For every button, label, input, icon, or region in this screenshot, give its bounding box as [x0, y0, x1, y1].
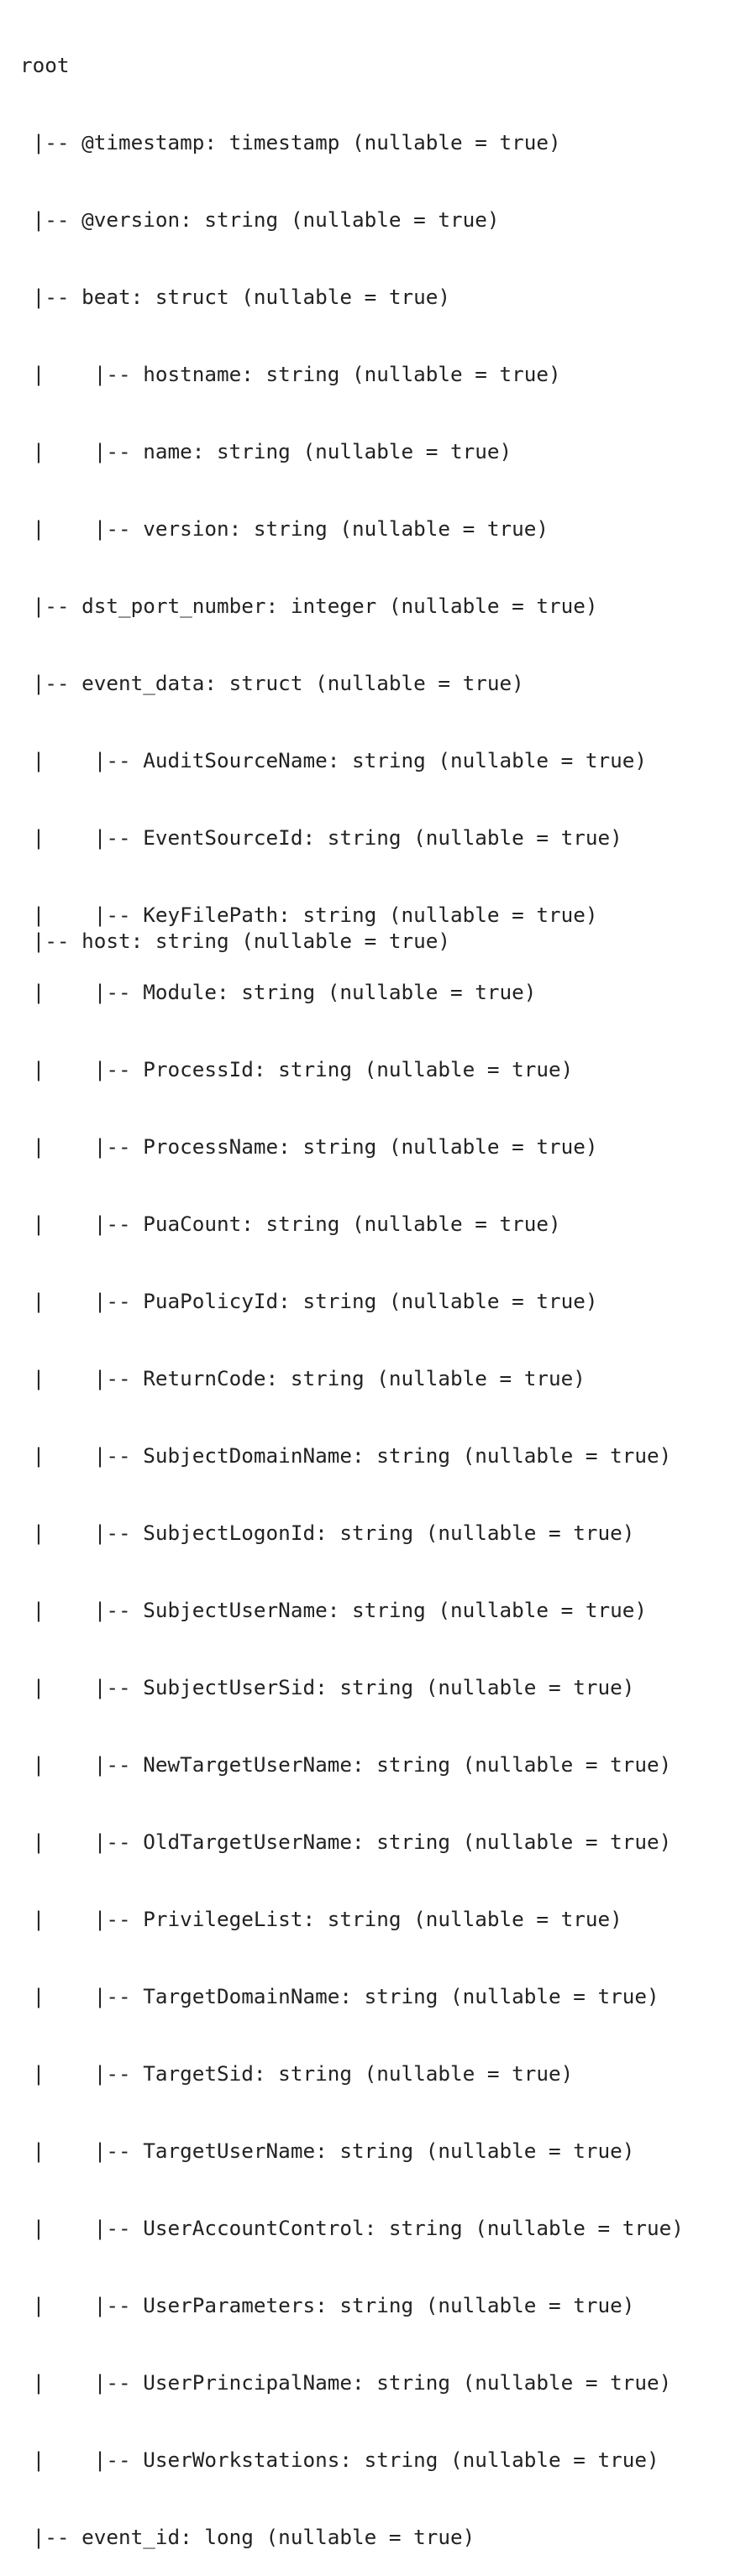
schema-field-old-target-user-name: | |-- OldTargetUserName: string (nullable = true)	[20, 1830, 672, 1854]
schema-field-subject-logon-id: | |-- SubjectLogonId: string (nullable = true)	[20, 1521, 635, 1545]
schema-field-subject-user-sid: | |-- SubjectUserSid: string (nullable = true)	[20, 1675, 635, 1699]
schema-partial-line	[0, 929, 751, 953]
schema-field-beat-hostname: | |-- hostname: string (nullable = true)	[20, 362, 561, 386]
schema-field-process-id: | |-- ProcessId: string (nullable = true)	[20, 1057, 574, 1081]
schema-field-process-name: | |-- ProcessName: string (nullable = true)	[20, 1134, 598, 1159]
schema-field-timestamp: |-- @timestamp: timestamp (nullable = true)	[20, 130, 561, 154]
schema-field-pua-count: | |-- PuaCount: string (nullable = true)	[20, 1212, 561, 1236]
schema-field-target-user-name: | |-- TargetUserName: string (nullable = true)	[20, 2139, 635, 2163]
schema-field-pua-policy-id: | |-- PuaPolicyId: string (nullable = true)	[20, 1289, 598, 1313]
schema-field-version: |-- @version: string (nullable = true)	[20, 207, 500, 232]
schema-field-target-domain-name: | |-- TargetDomainName: string (nullable = true)	[20, 1984, 659, 2008]
schema-field-beat-name: | |-- name: string (nullable = true)	[20, 439, 512, 463]
schema-field-user-account-control: | |-- UserAccountControl: string (nullable = true)	[20, 2216, 684, 2240]
schema-field-beat: |-- beat: struct (nullable = true)	[20, 285, 450, 309]
schema-field-new-target-user-name: | |-- NewTargetUserName: string (nullable = true)	[20, 1752, 672, 1777]
schema-field-event-source-id: | |-- EventSourceId: string (nullable = true)	[20, 825, 622, 850]
schema-field-privilege-list: | |-- PrivilegeList: string (nullable = true)	[20, 1907, 622, 1931]
schema-field-user-workstations: | |-- UserWorkstations: string (nullable = true)	[20, 2448, 659, 2472]
schema-field-key-file-path: | |-- KeyFilePath: string (nullable = true)	[20, 903, 598, 927]
schema-field-beat-version: | |-- version: string (nullable = true)	[20, 516, 549, 541]
schema-field-target-sid: | |-- TargetSid: string (nullable = true)	[20, 2061, 574, 2086]
schema-field-user-principal-name: | |-- UserPrincipalName: string (nullable = true)	[20, 2370, 672, 2395]
schema-field-audit-source-name: | |-- AuditSourceName: string (nullable = true)	[20, 748, 648, 772]
schema-field-user-parameters: | |-- UserParameters: string (nullable = true)	[20, 2293, 635, 2317]
schema-field-subject-domain-name: | |-- SubjectDomainName: string (nullable = true)	[20, 1443, 672, 1468]
schema-field-return-code: | |-- ReturnCode: string (nullable = true)	[20, 1366, 586, 1390]
schema-field-dst-port-number: |-- dst_port_number: integer (nullable = true)	[20, 594, 598, 618]
schema-field-subject-user-name: | |-- SubjectUserName: string (nullable = true)	[20, 1598, 648, 1622]
schema-root: root	[20, 53, 70, 77]
schema-field-host-partial: |-- host: string (nullable = true)	[20, 929, 450, 953]
schema-output	[20, 3, 684, 2576]
schema-field-event-id: |-- event_id: long (nullable = true)	[20, 2525, 475, 2549]
schema-field-event-data: |-- event_data: struct (nullable = true)	[20, 671, 524, 695]
schema-field-module: | |-- Module: string (nullable = true)	[20, 980, 537, 1004]
